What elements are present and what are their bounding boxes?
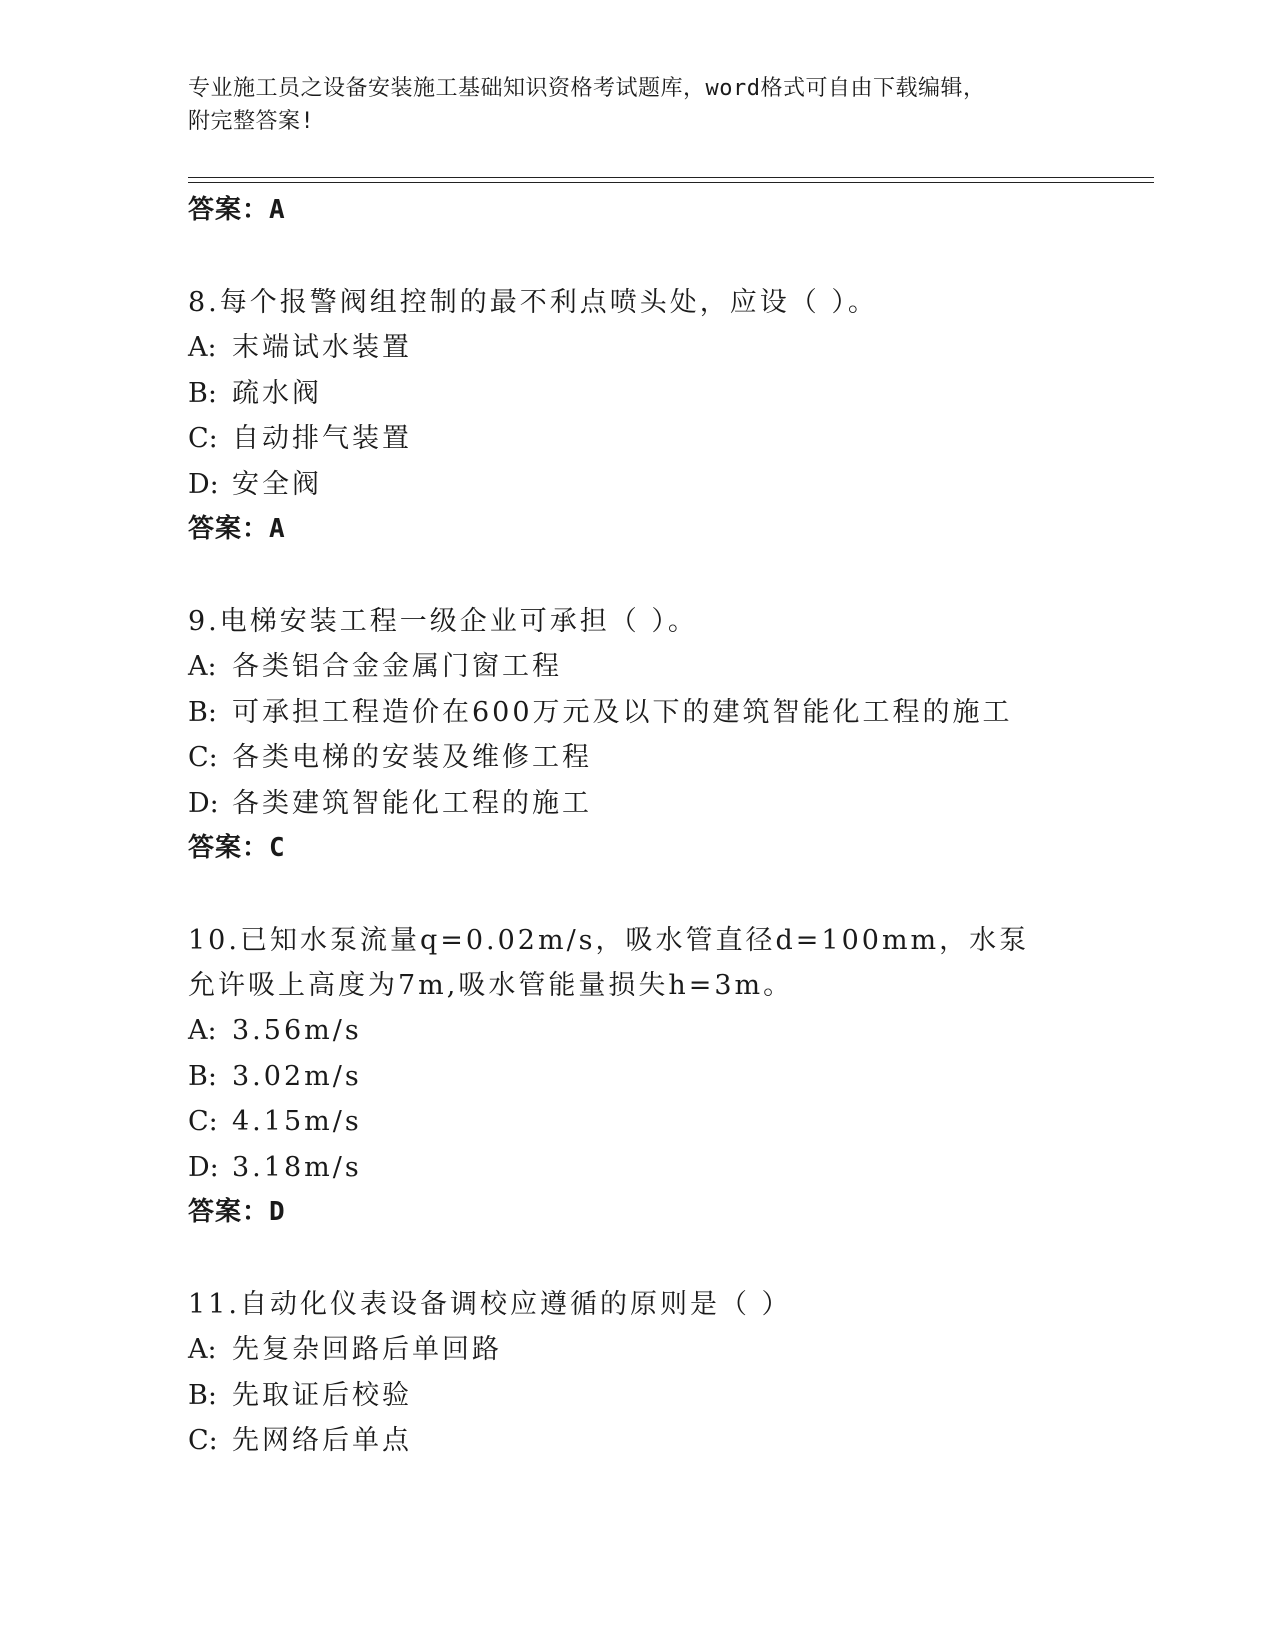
option-c [188,735,1148,781]
option-key: D: [188,787,219,819]
answer-line [188,826,1148,871]
question-text: 10.已知水泵流量q=0.02m/s，吸水管直径d=100mm，水泵允许吸上高度为7m,吸水管能量损失h=3m。 [188,925,1030,1001]
answer-line [188,507,1148,552]
answer-value: D [269,1197,286,1227]
option-text: 各类建筑智能化工程的施工 [232,787,592,819]
option-c [188,1099,1148,1145]
option-text: 各类铝合金金属门窗工程 [232,651,562,682]
option-text: 自动排气装置 [232,423,412,454]
option-key: A: [188,1334,217,1365]
option-b [188,690,1148,736]
option-key: A: [188,651,217,682]
question-block [188,918,1148,1235]
option-key: A: [188,332,217,363]
option-key: C: [188,1106,218,1137]
option-key: C: [188,1425,218,1456]
option-c [188,416,1148,462]
answer-label: 答案： [188,195,270,225]
option-text: 末端试水装置 [232,332,412,363]
option-key: B: [188,1060,217,1092]
question-block [188,1282,1148,1464]
option-key: D: [188,1151,219,1183]
header-divider-top [188,177,1154,178]
option-b [188,1373,1148,1419]
option-a [188,325,1148,371]
answer-label: 答案： [188,1197,270,1227]
option-text: 安全阀 [232,468,322,500]
option-d [188,781,1148,827]
header-line-2: 附完整答案! [188,109,315,134]
option-key: D: [188,468,219,500]
question-text: 8.每个报警阀组控制的最不利点喷头处，应设（ ）。 [188,287,878,318]
option-key: B: [188,1379,217,1411]
option-key: C: [188,742,218,773]
question-list [188,188,1148,1464]
question-text: 9.电梯安装工程一级企业可承担（ ）。 [188,606,698,637]
option-text: 疏水阀 [232,377,322,409]
option-key: B: [188,696,217,728]
option-text: 3.02m/s [232,1060,362,1092]
header-divider-bottom [188,182,1154,183]
answer-line [188,1190,1148,1235]
option-a [188,644,1148,690]
option-d [188,1145,1148,1191]
page-header [188,72,1068,138]
option-text: 先网络后单点 [232,1425,412,1456]
answer-value: C [269,833,286,863]
question-text: 11.自动化仪表设备调校应遵循的原则是（ ） [188,1289,792,1320]
option-text: 各类电梯的安装及维修工程 [232,742,592,773]
question-block [188,280,1148,552]
option-text: 3.18m/s [232,1151,362,1183]
option-b [188,1054,1148,1100]
question-block [188,599,1148,871]
answer-label: 答案： [188,833,270,863]
answer-value: A [269,514,286,544]
answer-label: 答案： [188,514,270,544]
option-b [188,371,1148,417]
option-text: 3.56m/s [232,1015,362,1046]
option-a [188,1327,1148,1373]
answer-line [188,188,1148,233]
option-key: A: [188,1015,217,1046]
option-d [188,462,1148,508]
answer-value: A [269,195,286,225]
option-text: 4.15m/s [232,1106,362,1137]
header-line-1: 专业施工员之设备安装施工基础知识资格考试题库，word格式可自由下载编辑， [188,76,986,101]
option-key: B: [188,377,217,409]
option-a [188,1008,1148,1054]
option-c [188,1418,1148,1464]
option-text: 可承担工程造价在600万元及以下的建筑智能化工程的施工 [232,696,1013,728]
option-text: 先取证后校验 [232,1379,412,1411]
option-key: C: [188,423,218,454]
option-text: 先复杂回路后单回路 [232,1334,502,1365]
